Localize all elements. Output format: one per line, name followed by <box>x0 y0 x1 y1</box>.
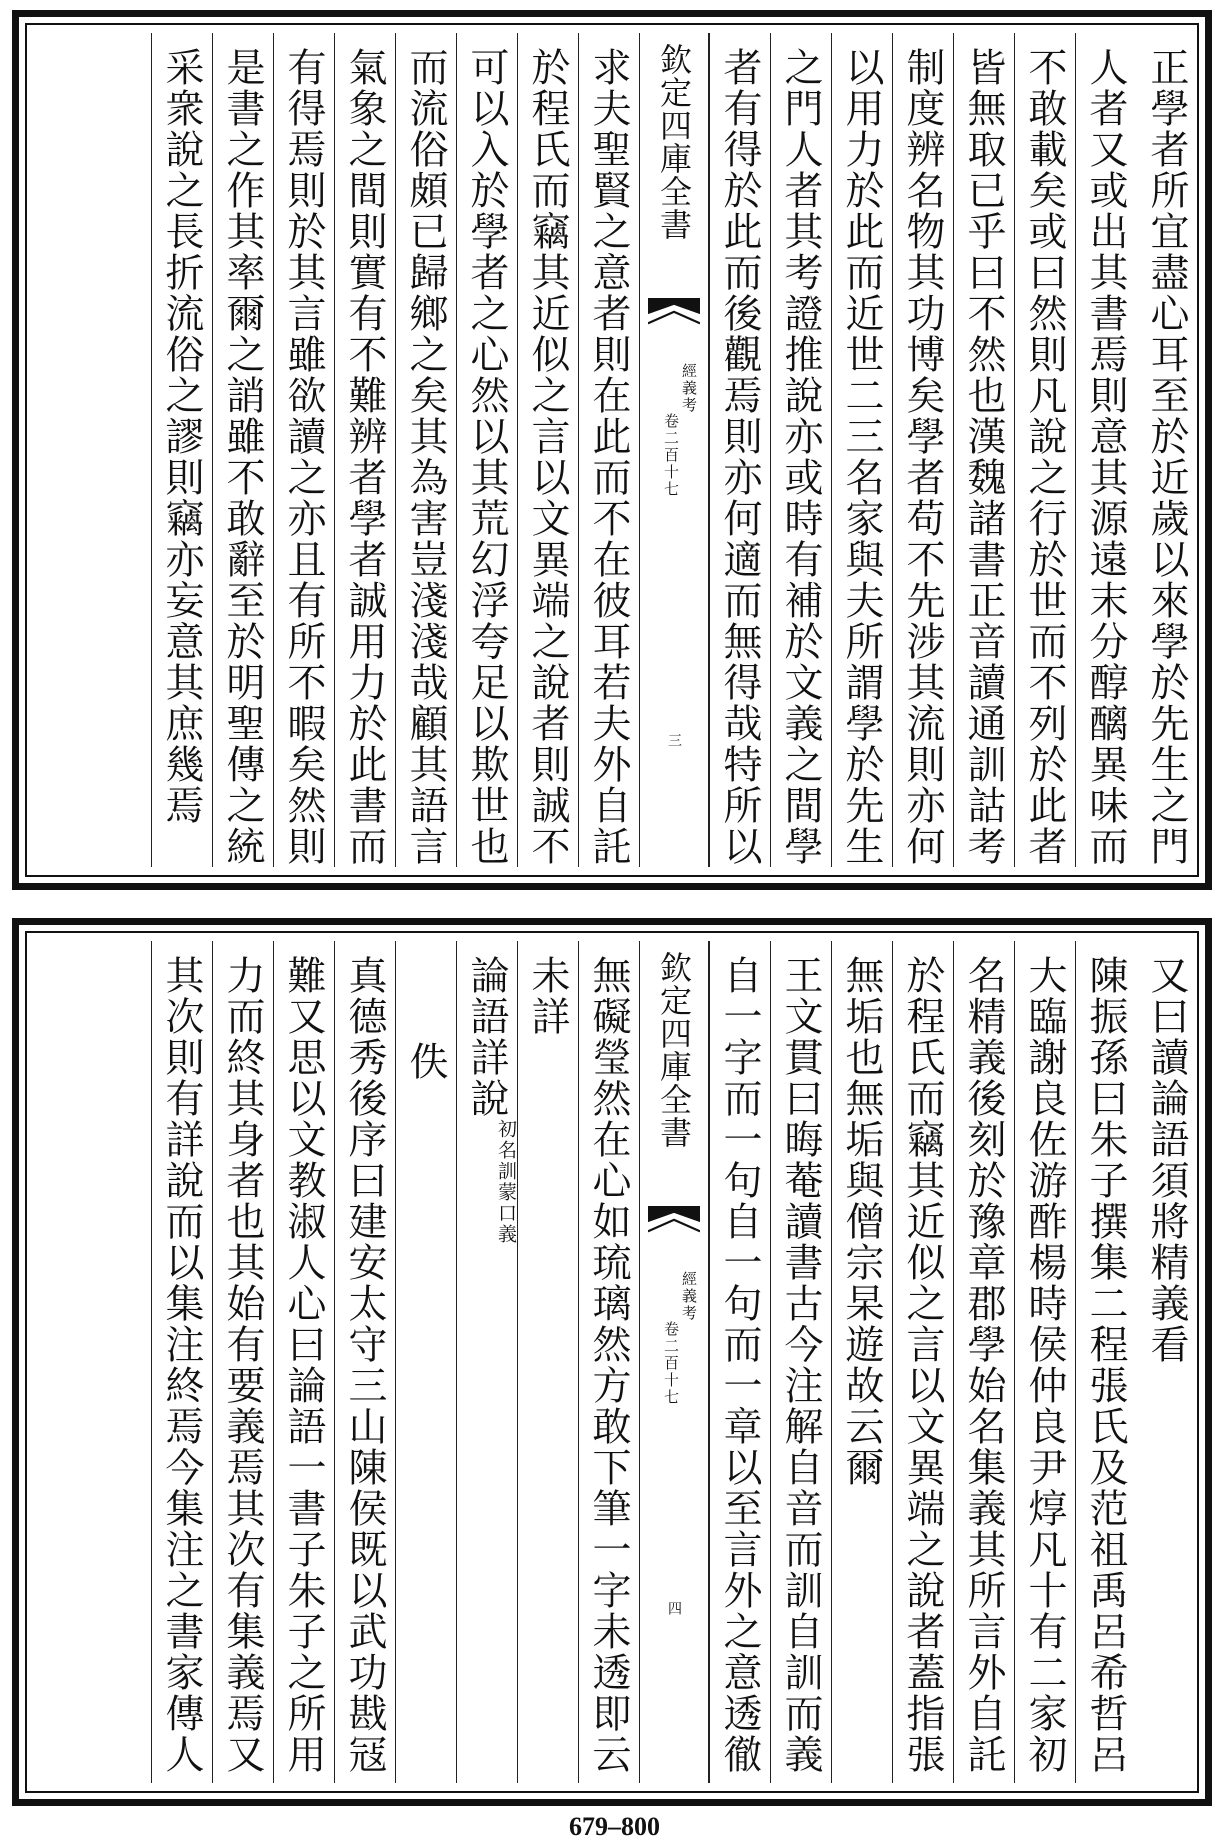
text-column: 難又思以文教淑人心曰論語一書子朱子之所用 <box>273 941 334 1783</box>
text-column: 於程氏而竊其近似之言以文異端之說者蓋指張 <box>892 941 953 1783</box>
upper-page <box>12 10 1212 890</box>
text-column: 無垢也無垢與僧宗杲遊故云爾 <box>831 941 892 1783</box>
text-column: 是書之作其率爾之誚雖不敢辭至於明聖傳之統 <box>212 33 273 867</box>
text-column: 其次則有詳說而以集注終焉今集注之書家傳人 <box>151 941 212 1783</box>
upper-page-frame <box>25 23 1199 877</box>
center-fold <box>639 33 709 867</box>
text-column: 之門人者其考證推說亦或時有補於文義之間學 <box>770 33 831 867</box>
text-column: 采衆說之長折流俗之謬則竊亦妄意其庶幾焉 <box>151 33 212 867</box>
text-column: 可以入於學者之心然以其荒幻浮夸足以欺世也 <box>456 33 517 867</box>
text-column: 無礙瑩然在心如琉璃然方敢下筆一字未透即云 <box>578 941 639 1783</box>
lower-page <box>12 918 1212 1806</box>
chapter-label: 卷二百十七 <box>662 1321 680 1406</box>
text-column: 有得焉則於其言雖欲讀之亦且有所不暇矣然則 <box>273 33 334 867</box>
volume-label: 經義考 <box>680 363 698 414</box>
page-number: 四 <box>666 1601 682 1615</box>
title-note-a: 初名訓 <box>495 1119 517 1182</box>
title-note <box>495 1119 517 1182</box>
text-column: 力而終其身者也其始有要義焉其次有集義焉又 <box>212 941 273 1783</box>
text-column: 求夫聖賢之意者則在此而不在彼耳若夫外自託 <box>578 33 639 867</box>
text-column: 未詳 <box>517 941 578 1783</box>
text-column: 者有得於此而後觀焉則亦何適而無得哉特所以 <box>709 33 770 867</box>
text-column: 而流俗頗已歸鄉之矣其為害豈淺淺哉顧其語言 <box>395 33 456 867</box>
text-column: 名精義後刻於豫章郡學始名集義其所言外自託 <box>953 941 1014 1783</box>
chapter-label: 卷二百十七 <box>662 413 680 498</box>
entry-title: 論語詳說 <box>464 955 509 1119</box>
status-column: 佚 <box>395 941 456 1783</box>
text-column: 人者又或出其書焉則意其源遠末分醇醨異味而 <box>1075 33 1136 867</box>
text-column: 王文貫曰晦菴讀書古今注解自音而訓自訓而義 <box>770 941 831 1783</box>
entry-title-column <box>456 941 517 1783</box>
text-column: 制度辨名物其功博矣學者苟不先涉其流則亦何 <box>892 33 953 867</box>
center-fold <box>639 941 709 1783</box>
page-number: 三 <box>666 733 682 747</box>
lower-page-frame <box>25 931 1199 1793</box>
fish-tail-icon <box>648 1206 700 1252</box>
text-column: 又曰讀論語須將精義看 <box>1144 955 1189 1365</box>
volume-label: 經義考 <box>680 1271 698 1322</box>
page-reference: 679–800 <box>569 1812 660 1841</box>
title-note-b: 蒙口義 <box>495 1182 517 1245</box>
text-column: 於程氏而竊其近似之言以文異端之說者則誠不 <box>517 33 578 867</box>
text-column: 皆無取已乎曰不然也漢魏諸書正音讀通訓詁考 <box>953 33 1014 867</box>
text-column: 正學者所宜盡心耳至於近歲以來學於先生之門 <box>1144 47 1189 867</box>
text-column: 陳振孫曰朱子撰集二程張氏及范祖禹呂希哲呂 <box>1075 941 1136 1783</box>
title-note <box>495 1182 517 1245</box>
book-title: 欽定四庫全書 <box>655 43 693 241</box>
text-column: 自一字而一句自一句而一章以至言外之意透徹 <box>709 941 770 1783</box>
text-column: 以用力於此而近世二三名家與夫所謂學於先生 <box>831 33 892 867</box>
book-title: 欽定四庫全書 <box>655 951 693 1149</box>
text-column: 不敢載矣或曰然則凡說之行於世而不列於此者 <box>1014 33 1075 867</box>
fish-tail-icon <box>648 298 700 344</box>
text-column: 氣象之間則實有不難辨者學者誠用力於此書而 <box>334 33 395 867</box>
text-column: 真德秀後序曰建安太守三山陳侯既以武功戡冦 <box>334 941 395 1783</box>
text-column: 大臨謝良佐游酢楊時侯仲良尹焞凡十有二家初 <box>1014 941 1075 1783</box>
